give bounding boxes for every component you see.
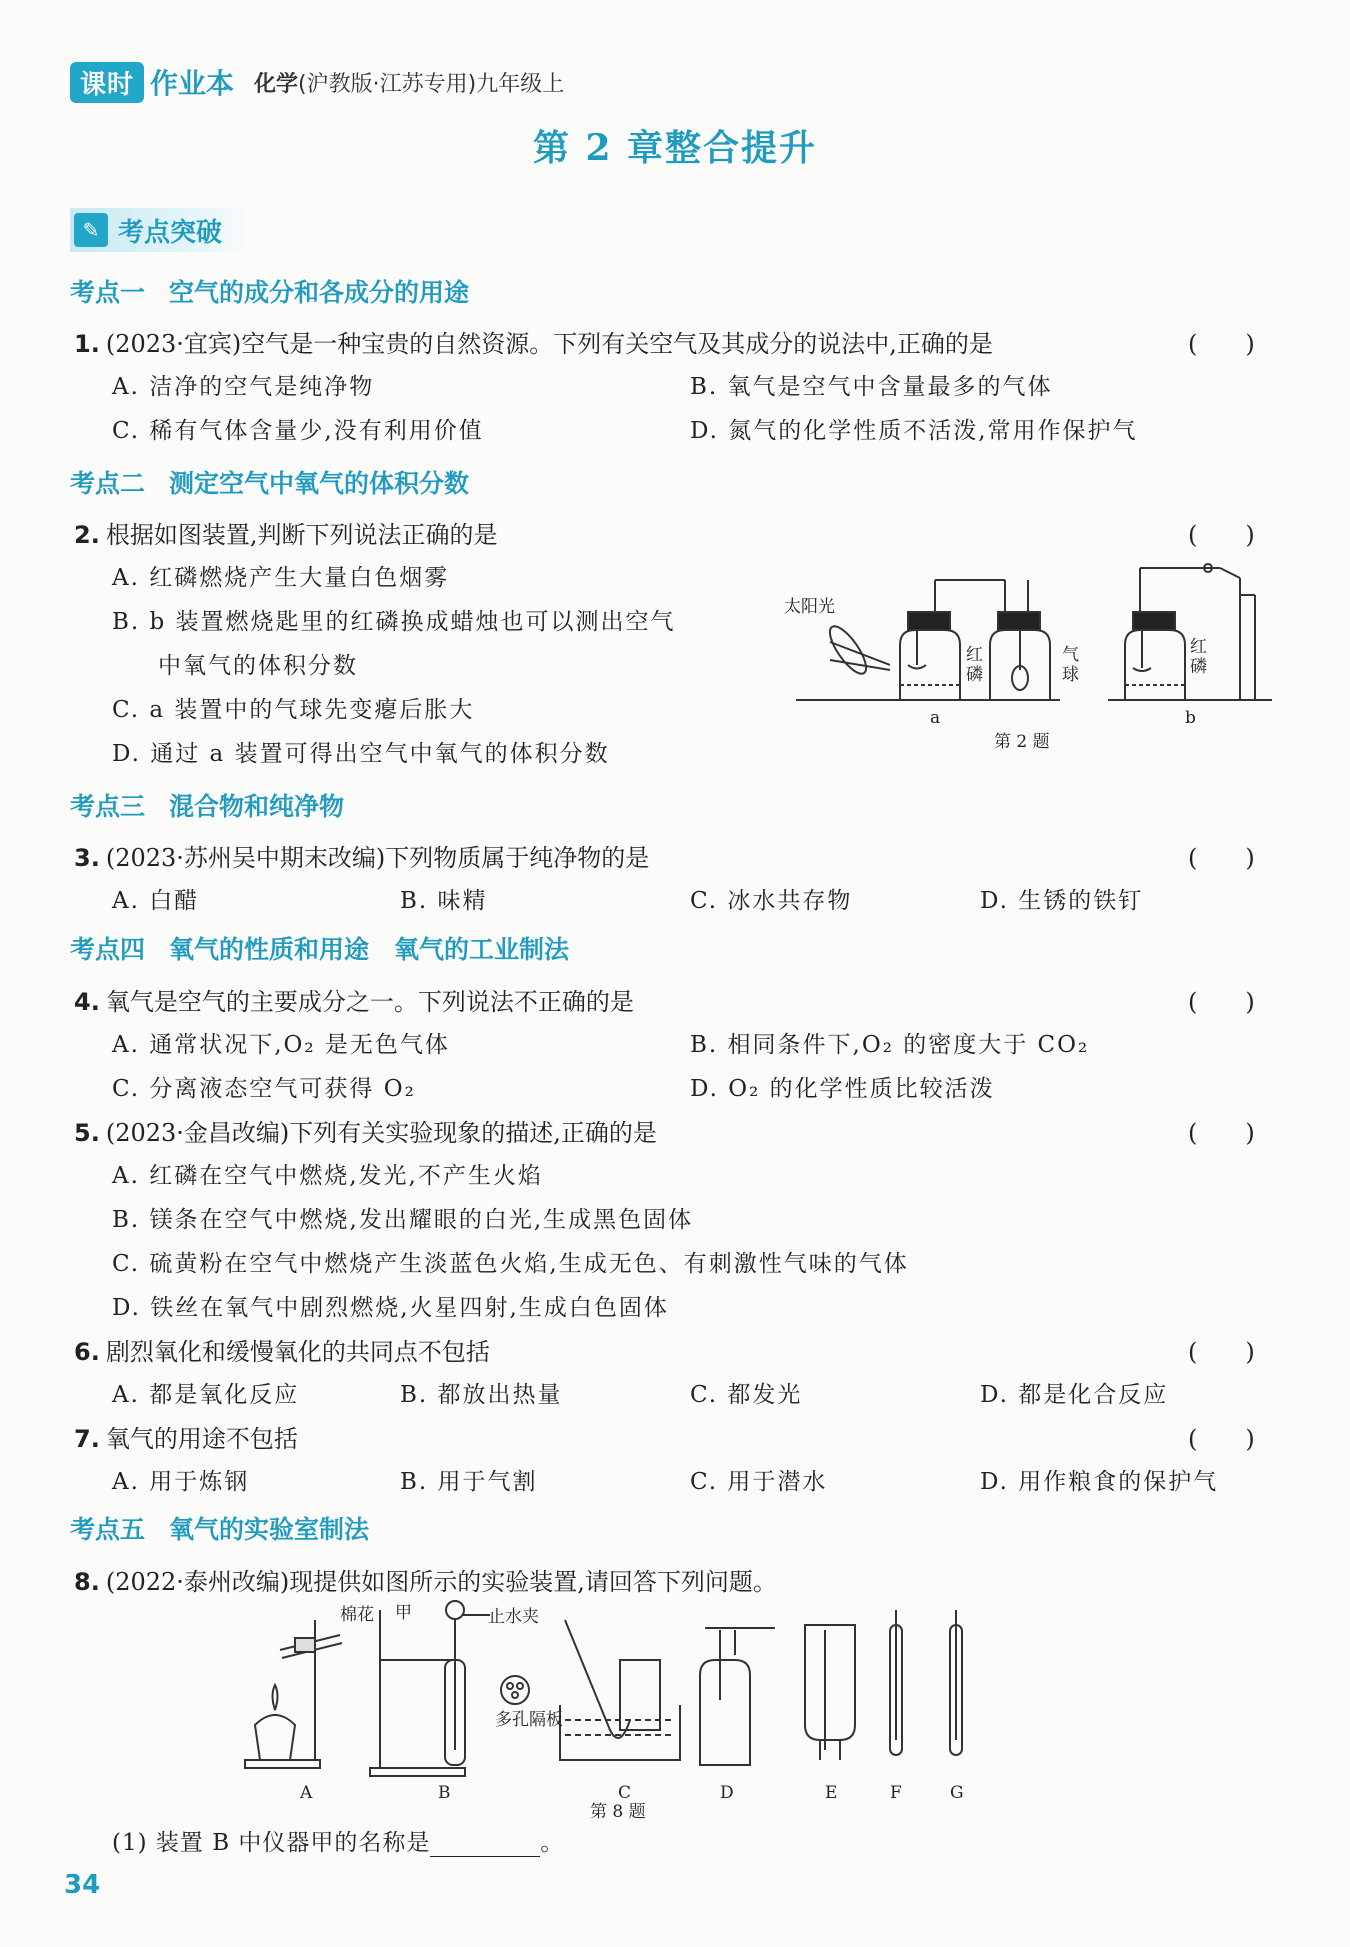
question-number: 1. bbox=[74, 330, 100, 358]
page-number: 34 bbox=[64, 1870, 101, 1900]
answer-paren: ( ) bbox=[1188, 844, 1255, 872]
option-a: A. 用于炼钢 bbox=[112, 1469, 250, 1495]
subject: 化学 bbox=[254, 71, 299, 97]
topic-heading-4 bbox=[70, 930, 569, 966]
question-number: 3. bbox=[74, 844, 100, 872]
question-1 bbox=[74, 324, 993, 359]
option-b: B. 味精 bbox=[400, 888, 488, 914]
option-c: C. a 装置中的气球先变瘪后胀大 bbox=[112, 697, 475, 723]
question-stem: (2023·金昌改编)下列有关实验现象的描述,正确的是 bbox=[105, 1119, 657, 1147]
label-b: B bbox=[438, 1783, 451, 1803]
label-porous-plate: 多孔隔板 bbox=[495, 1710, 563, 1730]
question-number: 5. bbox=[74, 1119, 100, 1147]
question-number: 4. bbox=[74, 988, 100, 1016]
figure-q2 bbox=[780, 560, 1280, 760]
option-a: A. 红磷燃烧产生大量白色烟雾 bbox=[112, 565, 450, 591]
question-number: 8. bbox=[74, 1568, 100, 1596]
option-b: B. 相同条件下,O₂ 的密度大于 CO₂ bbox=[690, 1032, 1090, 1058]
question-number: 6. bbox=[74, 1338, 100, 1366]
option-c: C. 稀有气体含量少,没有利用价值 bbox=[112, 418, 484, 444]
option-a: A. 都是氧化反应 bbox=[112, 1382, 300, 1408]
topic-title: 氧气的实验室制法 bbox=[169, 1515, 370, 1544]
question-7 bbox=[74, 1419, 298, 1454]
option-d: D. 生锈的铁钉 bbox=[980, 888, 1144, 914]
funnel-icon bbox=[446, 1601, 464, 1619]
topic-label: 考点五 bbox=[70, 1515, 146, 1544]
label-cotton: 棉花 bbox=[340, 1605, 374, 1625]
question-stem: 根据如图装置,判断下列说法正确的是 bbox=[105, 521, 498, 549]
option-a: A. 红磷在空气中燃烧,发光,不产生火焰 bbox=[112, 1163, 543, 1189]
series-logo: 课时 bbox=[70, 62, 144, 103]
label-d: D bbox=[720, 1783, 734, 1803]
option-d: D. 铁丝在氧气中剧烈燃烧,火星四射,生成白色固体 bbox=[112, 1295, 669, 1321]
lens-icon bbox=[824, 621, 873, 678]
label-a: A bbox=[300, 1783, 313, 1803]
option-c: C. 硫黄粉在空气中燃烧产生淡蓝色火焰,生成无色、有刺激性气味的气体 bbox=[112, 1251, 909, 1277]
label-f: F bbox=[890, 1783, 902, 1803]
figure-label-b: b bbox=[1185, 708, 1196, 728]
option-d: D. 用作粮食的保护气 bbox=[980, 1469, 1219, 1495]
topic-heading-1 bbox=[70, 273, 469, 309]
label-c: C bbox=[618, 1783, 632, 1803]
label-phosphorus: 红 bbox=[966, 645, 983, 665]
topic-label: 考点四 bbox=[70, 935, 146, 964]
figure-q8 bbox=[230, 1600, 1150, 1820]
topic-heading-3 bbox=[70, 787, 344, 823]
option-b: B. b 装置燃烧匙里的红磷换成蜡烛也可以测出空气 bbox=[112, 609, 676, 635]
question-stem: 氧气的用途不包括 bbox=[105, 1425, 298, 1453]
sub-question-text: (1) 装置 B 中仪器甲的名称是 bbox=[112, 1830, 431, 1856]
option-b: B. 都放出热量 bbox=[400, 1382, 563, 1408]
figure-caption: 第 2 题 bbox=[994, 732, 1050, 752]
answer-paren: ( ) bbox=[1188, 330, 1255, 358]
label-balloon: 球 bbox=[1062, 665, 1079, 685]
figure-caption: 第 8 题 bbox=[590, 1802, 646, 1820]
question-stem: 剧烈氧化和缓慢氧化的共同点不包括 bbox=[105, 1338, 490, 1366]
topic-heading-2 bbox=[70, 464, 469, 500]
gas-bottle-e-icon bbox=[805, 1625, 855, 1740]
option-a: A. 白醋 bbox=[112, 888, 200, 914]
topic-label: 考点三 bbox=[70, 792, 146, 821]
question-8-sub-1 bbox=[112, 1824, 564, 1857]
stand-base-icon bbox=[245, 1760, 320, 1768]
question-number: 2. bbox=[74, 521, 100, 549]
option-c: C. 冰水共存物 bbox=[690, 888, 853, 914]
topic-heading-5 bbox=[70, 1510, 369, 1546]
option-a: A. 通常状况下,O₂ 是无色气体 bbox=[112, 1032, 450, 1058]
porous-plate-icon bbox=[501, 1676, 529, 1704]
label-jia: 甲 bbox=[395, 1603, 412, 1623]
book-header bbox=[70, 62, 564, 102]
label-phosphorus: 红 bbox=[1190, 637, 1207, 657]
question-4 bbox=[74, 982, 634, 1017]
question-5 bbox=[74, 1113, 657, 1148]
answer-paren: ( ) bbox=[1188, 988, 1255, 1016]
topic-title: 空气的成分和各成分的用途 bbox=[169, 278, 470, 307]
answer-paren: ( ) bbox=[1188, 1119, 1255, 1147]
question-3 bbox=[74, 838, 649, 873]
gas-bottle-d-icon bbox=[700, 1660, 750, 1765]
option-d: D. 氮气的化学性质不活泼,常用作保护气 bbox=[690, 418, 1138, 444]
answer-paren: ( ) bbox=[1188, 1425, 1255, 1453]
label-clamp: 止水夹 bbox=[488, 1607, 539, 1627]
label-g: G bbox=[950, 1783, 964, 1803]
option-a: A. 洁净的空气是纯净物 bbox=[112, 374, 375, 400]
label-phosphorus: 磷 bbox=[966, 665, 983, 685]
topic-title: 混合物和纯净物 bbox=[169, 792, 345, 821]
option-c: C. 分离液态空气可获得 O₂ bbox=[112, 1076, 416, 1102]
option-b: B. 用于气割 bbox=[400, 1469, 538, 1495]
question-stem: (2022·泰州改编)现提供如图所示的实验装置,请回答下列问题。 bbox=[105, 1568, 777, 1596]
series-name: 作业本 bbox=[150, 67, 235, 100]
question-2 bbox=[74, 515, 497, 550]
option-c: C. 都发光 bbox=[690, 1382, 803, 1408]
question-stem: 氧气是空气的主要成分之一。下列说法不正确的是 bbox=[105, 988, 634, 1016]
alcohol-lamp-icon bbox=[255, 1715, 295, 1760]
label-phosphorus: 磷 bbox=[1190, 657, 1207, 677]
question-stem: (2023·宜宾)空气是一种宝贵的自然资源。下列有关空气及其成分的说法中,正确的是 bbox=[105, 330, 993, 358]
question-8 bbox=[74, 1562, 777, 1597]
topic-label: 考点二 bbox=[70, 469, 146, 498]
option-b: B. 镁条在空气中燃烧,发出耀眼的白光,生成黑色固体 bbox=[112, 1207, 694, 1233]
option-d: D. 通过 a 装置可得出空气中氧气的体积分数 bbox=[112, 741, 610, 767]
answer-blank[interactable] bbox=[430, 1834, 540, 1857]
answer-paren: ( ) bbox=[1188, 1338, 1255, 1366]
topic-label: 考点一 bbox=[70, 278, 146, 307]
figure-label-a: a bbox=[930, 708, 941, 728]
option-b: B. 氧气是空气中含量最多的气体 bbox=[690, 374, 1053, 400]
option-d: D. O₂ 的化学性质比较活泼 bbox=[690, 1076, 995, 1102]
option-c: C. 用于潜水 bbox=[690, 1469, 828, 1495]
sub-question-end: 。 bbox=[540, 1830, 565, 1856]
topic-title: 测定空气中氧气的体积分数 bbox=[169, 469, 470, 498]
answer-paren: ( ) bbox=[1188, 521, 1255, 549]
question-number: 7. bbox=[74, 1425, 100, 1453]
edit-icon: ✎ bbox=[74, 213, 108, 247]
label-e: E bbox=[825, 1783, 838, 1803]
section-banner bbox=[70, 208, 248, 252]
label-sunlight: 太阳光 bbox=[784, 597, 835, 617]
label-balloon: 气 bbox=[1062, 645, 1079, 665]
section-title: 考点突破 bbox=[118, 217, 223, 248]
bottle-icon bbox=[1125, 630, 1185, 700]
topic-title: 氧气的性质和用途 氧气的工业制法 bbox=[169, 935, 570, 964]
option-d: D. 都是化合反应 bbox=[980, 1382, 1169, 1408]
chapter-title: 第 2 章整合提升 bbox=[532, 127, 818, 169]
question-stem: (2023·苏州吴中期末改编)下列物质属于纯净物的是 bbox=[105, 844, 650, 872]
book-info bbox=[254, 67, 564, 98]
edition: (沪教版·江苏专用)九年级上 bbox=[298, 71, 565, 97]
option-b-cont: 中氧气的体积分数 bbox=[158, 653, 358, 679]
question-6 bbox=[74, 1332, 490, 1367]
